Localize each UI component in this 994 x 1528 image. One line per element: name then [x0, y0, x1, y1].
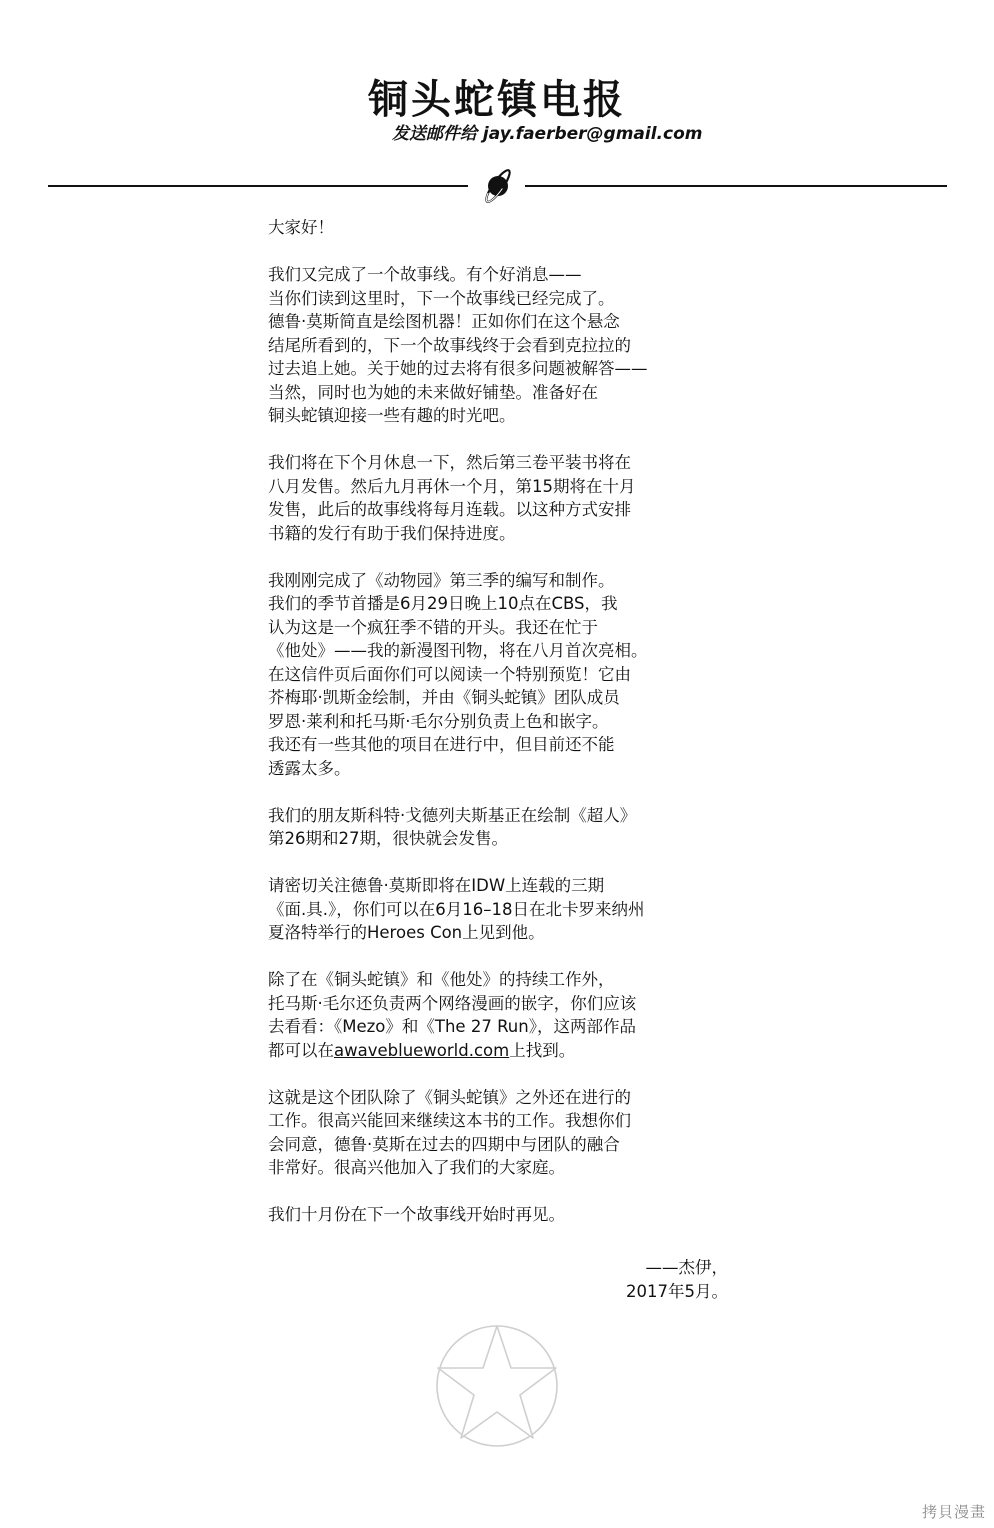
paragraph-4: 我们的朋友斯科特·戈德列夫斯基正在绘制《超人》 第26期和27期，很快就会发售。: [268, 805, 637, 848]
paragraph-6: 除了在《铜头蛇镇》和《他处》的持续工作外， 托马斯·毛尔还负责两个网络漫画的嵌字，你们应该 去看看：《Mezo》和《The 27 Run》，这两部作品 都可以在awaveblueworld.com上找到。: [268, 970, 637, 1060]
letter-body: [268, 216, 738, 1250]
divider-left: [48, 185, 468, 187]
planet-icon: [478, 166, 518, 206]
greeting: 大家好！: [268, 218, 334, 237]
signature-name: ——杰伊，: [645, 1258, 728, 1277]
paragraph-1: 我们又完成了一个故事线。有个好消息—— 当你们读到这里时，下一个故事线已经完成了。 德鲁·莫斯简直是绘图机器！正如你们在这个悬念 结尾所看到的，下一个故事线终于会看到克拉拉的 过去追上她。关于她的过去将有很多问题被解答—— 当然，同时也为她的未来做好铺垫。准备好在 铜头蛇镇迎接一些有趣的时光吧。: [268, 265, 648, 425]
paragraph-2: 我们将在下个月休息一下，然后第三卷平装书将在 八月发售。然后九月再休一个月，第15期将在十月 发售，此后的故事线将每月连载。以这种方式安排 书籍的发行有助于我们保持进度。: [268, 453, 636, 543]
paragraph-3: 我刚刚完成了《动物园》第三季的编写和制作。 我们的季节首播是6月29日晚上10点在CBS，我 认为这是一个疯狂季不错的开头。我还在忙于 《他处》——我的新漫图刊物，将在八月首次亮相。 在这信件页后面你们可以阅读一个特别预览！它由 芥梅耶·凯斯金绘制，并由《铜头蛇镇》团队成员 罗恩·莱利和托马斯·毛尔分别负责上色和嵌字。 我还有一些其他的项目在进行中，但目前还不能 透露太多。: [268, 570, 648, 778]
divider-right: [525, 185, 947, 187]
paragraph-7: 这就是这个团队除了《铜头蛇镇》之外还在进行的 工作。很高兴能回来继续这本书的工作。我想你们 会同意，德鲁·莫斯在过去的四期中与团队的融合 非常好。很高兴他加入了我们的大家庭。: [268, 1087, 631, 1177]
email-line: 发送邮件给 jay.faerber@gmail.com: [392, 124, 703, 144]
paragraph-5: 请密切关注德鲁·莫斯即将在IDW上连载的三期 《面.具.》，你们可以在6月16–18日在北卡罗来纳州 夏洛特举行的Heroes Con上见到他。: [268, 876, 645, 942]
signature-date: 2017年5月。: [626, 1282, 728, 1301]
star-emblem-icon: [432, 1320, 562, 1450]
page-title: 铜头蛇镇电报: [368, 77, 626, 123]
website-link[interactable]: awaveblueworld.com: [334, 1040, 510, 1060]
watermark: 拷貝漫畫: [921, 1503, 986, 1521]
closing-line: 我们十月份在下一个故事线开始时再见。: [268, 1205, 565, 1224]
